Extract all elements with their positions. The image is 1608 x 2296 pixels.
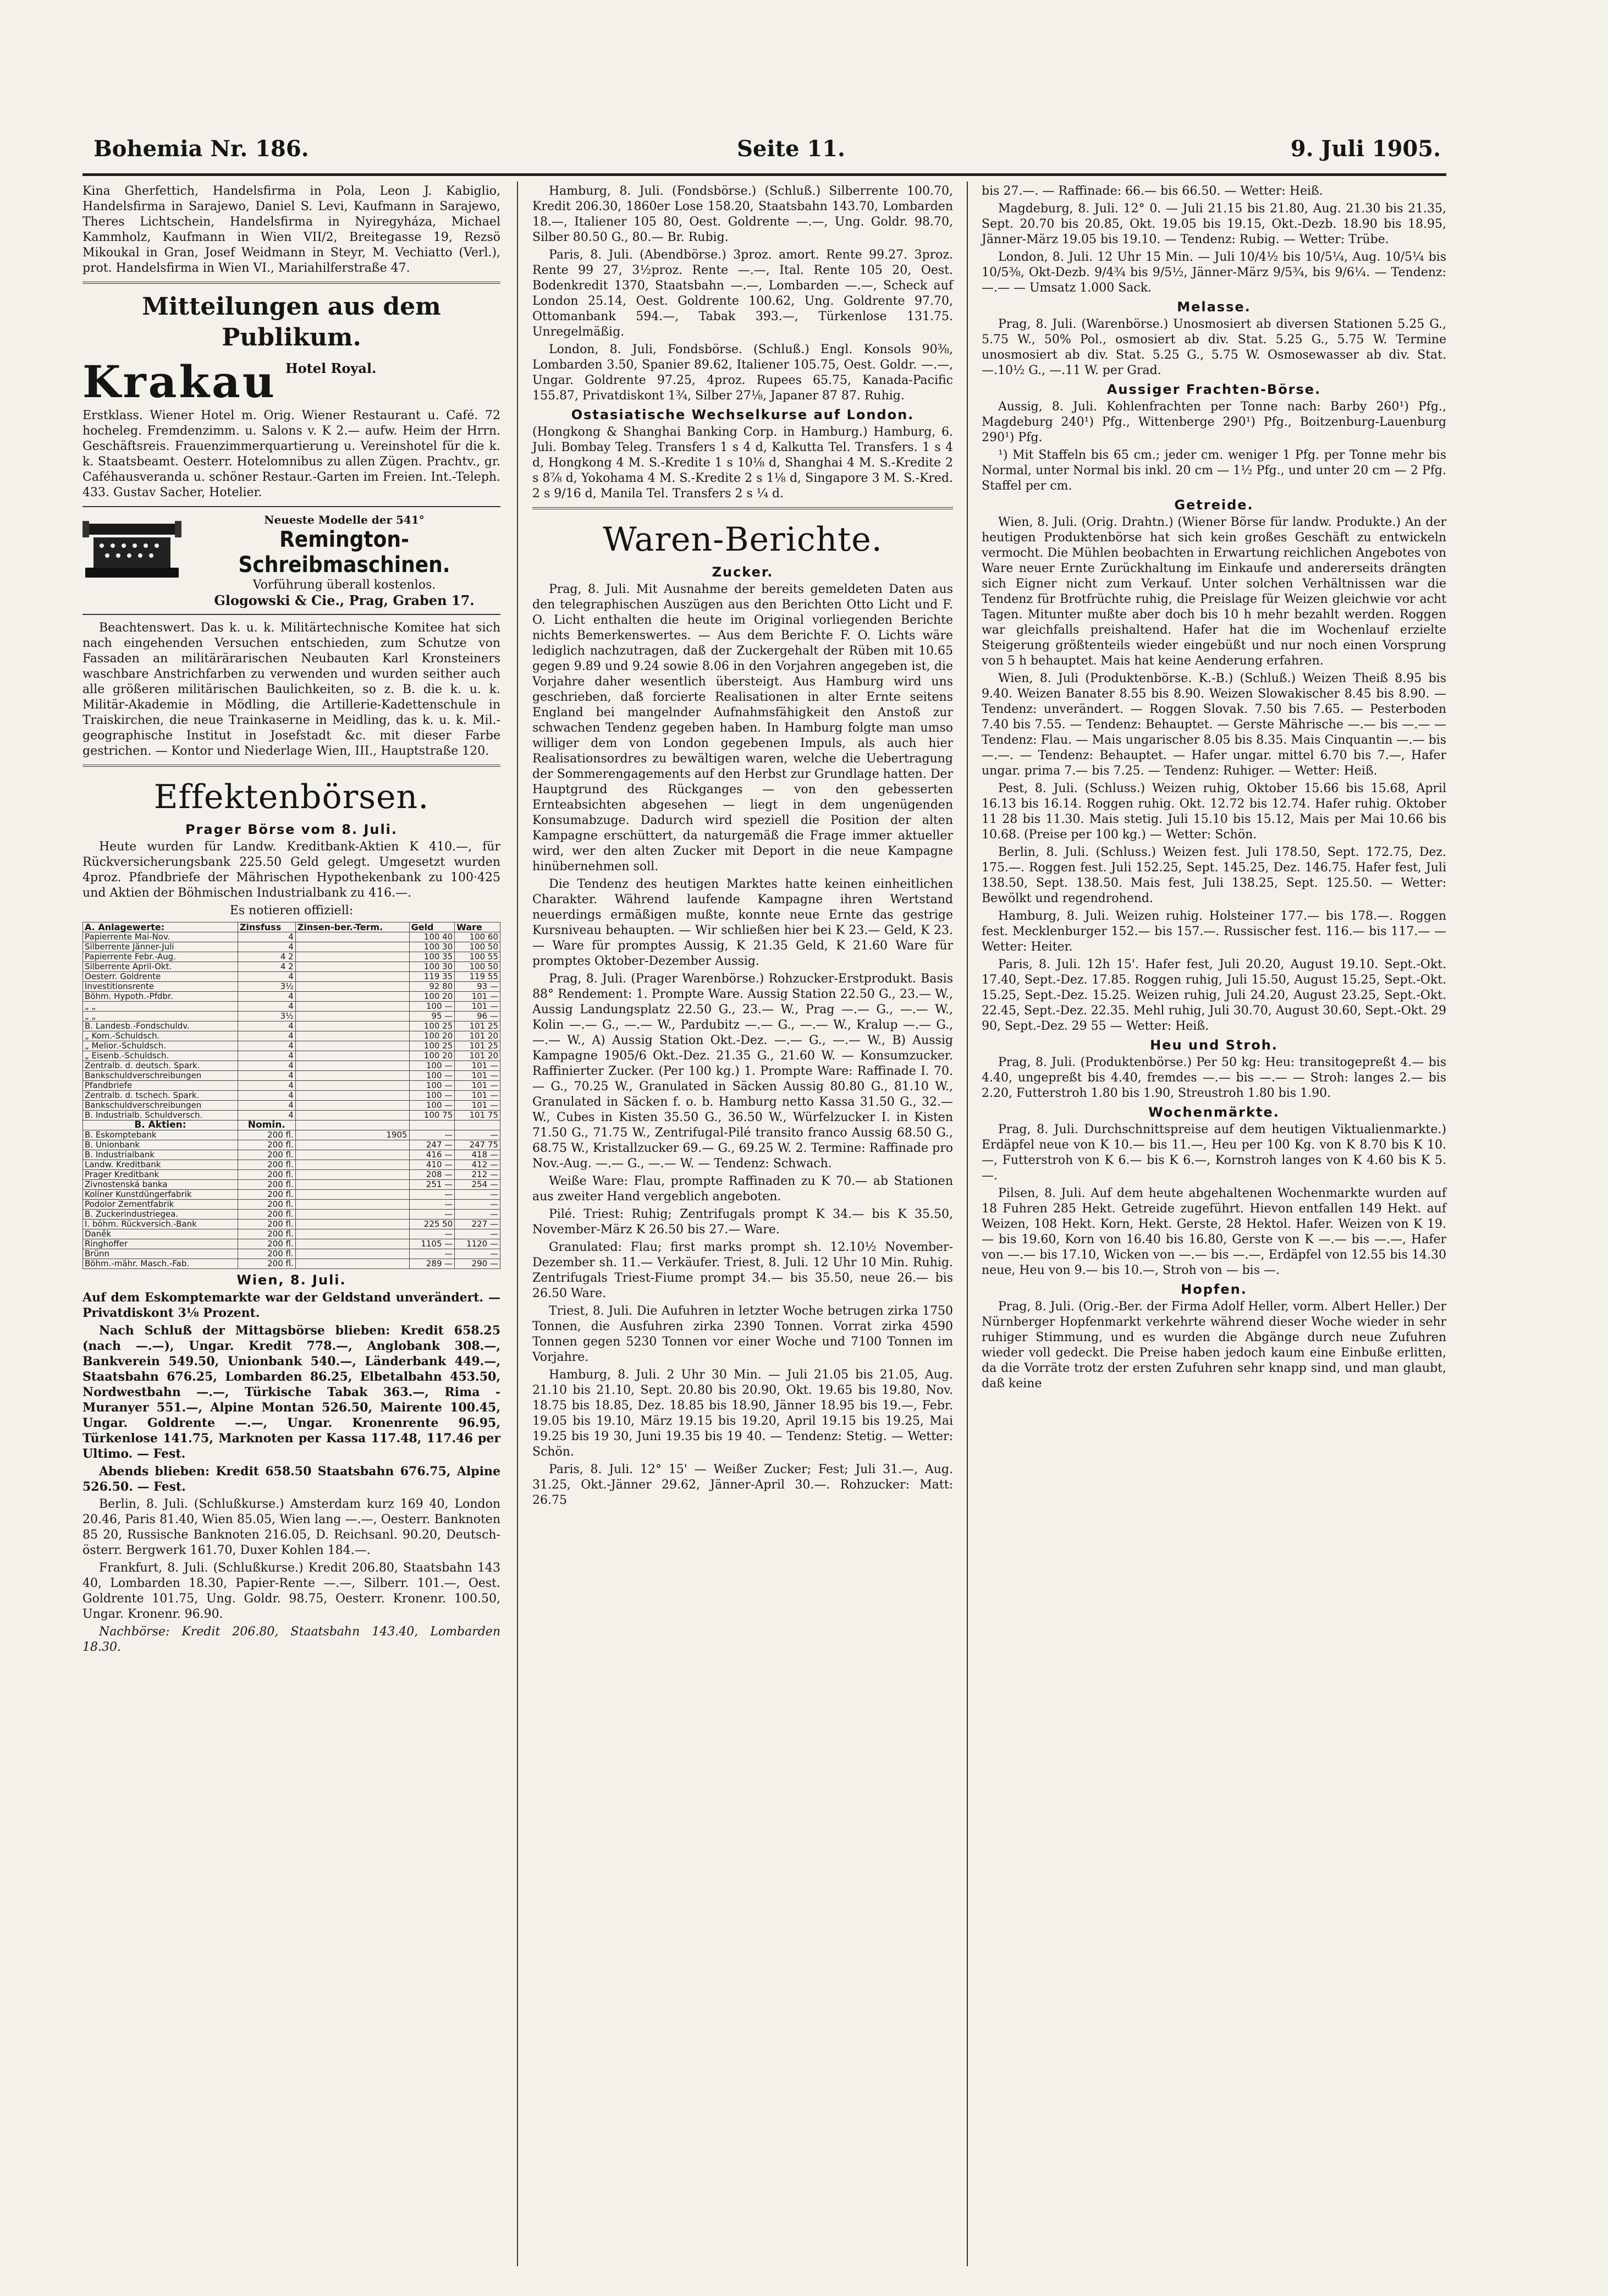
table-cell: 200 fl. xyxy=(238,1130,295,1140)
table-cell: B. Industrialbank xyxy=(83,1150,238,1160)
table-cell xyxy=(295,1012,409,1021)
table-cell: 100 20 xyxy=(409,1051,455,1061)
firm-list: Kina Gherfettich, Handelsfirma in Pola, Leon J. Kabiglio, Handelsfirma in Sarajewo, Daniel S. Levi, Kaufmann in Sarajewo, Theres Lichtschein, Handelsfirma in Nyiregyháza, Michael Kammholz, Kaufmann in Wien VII/2, Breitegasse 19, Rezsö Mikoukal in Gran, Josef Weidmann in Steyr, M. Vechiatto (Verl.), prot. Handelsfirma in Wien VI., Mariahilferstraße 47. xyxy=(82,184,500,275)
table-cell: Böhm. Hypoth.-Pfdbr. xyxy=(83,992,238,1002)
table-cell: 4 xyxy=(238,1081,295,1091)
table-cell: 200 fl. xyxy=(238,1140,295,1150)
divider xyxy=(82,506,500,507)
table-cell: 101 75 xyxy=(455,1111,500,1120)
table-cell: 4 2 xyxy=(238,962,295,972)
granulated-report: Granulated: Flau; first marks prompt sh. 12.10½ November-Dezember sh. 11.— Verkäufer. Triest, 8. Juli. 12 Uhr 10 Min. Ruhig. Zentrifugals Triest-Fiume prompt 34.— bis 35.50, neue 26.— bis 26.50 Ware. xyxy=(532,1240,953,1300)
table-cell: Bankschuldverschreibungen xyxy=(83,1071,238,1081)
table-row xyxy=(83,1220,500,1229)
table-cell: 4 xyxy=(238,942,295,952)
table-cell xyxy=(295,1229,409,1239)
table-cell xyxy=(295,1180,409,1190)
table-row xyxy=(83,1081,500,1091)
table-cell xyxy=(295,942,409,952)
table-cell xyxy=(295,1021,409,1031)
hopfen-report: Prag, 8. Juli. (Orig.-Ber. der Firma Adolf Heller, vorm. Albert Heller.) Der Nürnberger Hopfenmarkt verkehrte während dieser Woche wieder in sehr ruhiger Stimmung, und es wurden die Abgänge durch neue Zufuhren wieder voll gedeckt. Die Preise haben jedoch kaum eine Einbuße erlitten, da die Vorräte trotz der ersten Zufuhren sehr knapp sind, und man glaubt, daß keine xyxy=(982,1300,1446,1391)
table-row xyxy=(83,1051,500,1061)
table-header: Zinsfuss xyxy=(238,922,295,932)
wien-eskompte: Auf dem Eskomptemarkte war der Geldstand unverändert. — Privatdiskont 3⅛ Prozent. xyxy=(82,1290,500,1320)
hopfen-heading: Hopfen. xyxy=(1181,1282,1247,1297)
table-cell: Brünn xyxy=(83,1249,238,1259)
table-cell: — xyxy=(455,1130,500,1140)
table-cell: Zentralb. d. deutsch. Spark. xyxy=(83,1061,238,1071)
table-cell: 100 — xyxy=(409,1002,455,1012)
table-cell: 200 fl. xyxy=(238,1190,295,1200)
table-row xyxy=(83,932,500,942)
aussiger-heading: Aussiger Frachten-Börse. xyxy=(1106,382,1321,397)
table-row xyxy=(83,1101,500,1111)
table-cell: 251 — xyxy=(409,1180,455,1190)
prag-zucker-report: Prag, 8. Juli. Mit Ausnahme der bereits gemeldeten Daten aus den telegraphischen Auszügen aus den Berichten Otto Licht und F. O. Licht enthalten die heute im Original vorliegenden Berichte nichts Bemerkenswertes. — Aus dem Berichte F. O. Lichts wäre lediglich nachzutragen, daß der Zuckergehalt der Rüben mit 10.65 gegen 9.89 und 9.24 sowie 8.06 in den Vorjahren angegeben ist, die Vorjahre daher wesentlich übersteigt. Aus Hamburg wird uns geschrieben, daß forcierte Realisationen in alter Ernte seitens England bei mangelnder Aufnahmsfähigkeit den Anstoß zur schwachen Tendenz gegeben haben. In Hamburg folgte man umso williger dem von London gegebenen Impuls, als auch hier Realisationsordres zu bewältigen waren, welche die Uebertragung der Sommerengagements auf den Herbst zur Grundlage hatten. Der Hauptgrund des Rückganges — von den gebesserten Ernteabsichten abgesehen — liegt in dem ungenügenden Konsumabzuge. Dadurch wird speziell die Position der alten Kampagne erschüttert, da naturgemäß die Frage immer aktueller wird, wer den alten Zucker mit Deport in die neue Kampagne hinübernehmen soll. xyxy=(532,583,953,874)
table-cell: Daněk xyxy=(83,1229,238,1239)
stock-quotes-table xyxy=(82,922,500,1269)
table-row xyxy=(83,1190,500,1200)
pest-getreide: Pest, 8. Juli. (Schluss.) Weizen ruhig, Oktober 15.66 bis 15.68, April 16.13 bis 16.14. Roggen ruhig. Okt. 12.72 bis 12.74. Hafer ruhig. Oktober 11 28 bis 11.30. Mais stetig. Juli 15.10 bis 15.12, Mais per Mai 10.66 bis 10.68. (Preise per 100 kg.) — Wetter: Schön. xyxy=(982,782,1446,842)
hamburg-fondsboerse: Hamburg, 8. Juli. (Fondsbörse.) (Schluß.) Silberrente 100.70, Kredit 206.30, 1860er Lose 158.20, Staatsbahn 143.70, Lombarden 18.—, Italiener 105 80, Oest. Goldrente —.—, Ung. Goldr. 98.70, Silber 80.50 G., 80.— Br. Rubig. xyxy=(532,184,953,244)
table-cell xyxy=(295,952,409,962)
table-cell: „ Eisenb.-Schuldsch. xyxy=(83,1051,238,1061)
table-cell: Papierrente Febr.-Aug. xyxy=(83,952,238,962)
triest-report: Triest, 8. Juli. Die Aufuhren in letzter Woche betrugen zirka 1750 Tonnen, die Ausfuhren zirka 2390 Tonnen. Vorrat zirka 4590 Tonnen gegen 5230 Tonnen vor einer Woche und 7100 Tonnen im Vorjahre. xyxy=(532,1304,953,1364)
table-row xyxy=(83,1130,500,1140)
column-1 xyxy=(82,184,500,1657)
table-row xyxy=(83,952,500,962)
table-cell xyxy=(295,1190,409,1200)
remington-ad xyxy=(82,513,500,608)
notieren-label: Es notieren offiziell: xyxy=(229,904,354,918)
masthead-date: 9. Juli 1905. xyxy=(1290,136,1441,162)
hotel-ad-text: Erstklass. Wiener Hotel m. Orig. Wiener Restaurant u. Café. 72 hocheleg. Fremdenzimm. u. Salons v. K 2.— aufw. Heim der Hrrn. Geschäftsreis. Frauenzimmerquartierung u. Vereinshotel für die k. k. Staatsbeamt. Oesterr. Hotelomnibus zu allen Zügen. Prachtv., gr. Caféhausveranda u. schöner Restaur.-Garten im Freien. Int.-Teleph. 433. Gustav Sacher, Hotelier. xyxy=(82,409,500,499)
table-cell xyxy=(295,932,409,942)
table-cell: Silberrente Jänner-Juli xyxy=(83,942,238,952)
table-row xyxy=(83,1249,500,1259)
hamburg-zucker: Hamburg, 8. Juli. 2 Uhr 30 Min. — Juli 21.05 bis 21.05, Aug. 21.10 bis 21.10, Sept. 20.80 bis 20.90, Okt. 19.65 bis 19.80, Nov. 18.75 bis 18.85, Dez. 18.85 bis 18.90, Jänner 18.95 bis 19.—, Febr. 19.05 bis 19.10, März 19.15 bis 19.20, April 19.15 bis 19.25, Mai 19.25 bis 19 30, Juni 19.35 bis 19 40. — Tendenz: Stetig. — Wetter: Schön. xyxy=(532,1368,953,1459)
table-cell: 100 60 xyxy=(455,932,500,942)
table-cell: 101 20 xyxy=(455,1051,500,1061)
paris-zucker: Paris, 8. Juli. 12° 15' — Weißer Zucker; Fest; Juli 31.—, Aug. 31.25, Okt.-Jänner 29.62, Jänner-April 30.—. Rohzucker: Matt: 26.75 xyxy=(532,1463,953,1507)
table-header: Ware xyxy=(455,922,500,932)
ostasiatische-kurse: (Hongkong & Shanghai Banking Corp. in Hamburg.) Hamburg, 6. Juli. Bombay Teleg. Transfers 1 s 4 d, Kalkutta Tel. Transfers. 1 s 4 d, Hongkong 4 M. S.-Kredite 1 s 10⅛ d, Shanghai 4 M. S.-Kredite 2 s 8⅞ d, Yokohama 4 M. S.-Kredite 2 s 1⅛ d, Singapore 3 M. S.-Kred. 2 s 9/16 d, Manila Tel. Transfers 2 s ¼ d. xyxy=(532,425,953,501)
table-cell: — xyxy=(455,1249,500,1259)
table-cell: 4 xyxy=(238,1051,295,1061)
table-cell: 4 2 xyxy=(238,952,295,962)
pilsen-wochenmarkt: Pilsen, 8. Juli. Auf dem heute abgehaltenen Wochenmarkte wurden auf 18 Fuhren 285 Hekt. Getreide zugeführt. Hievon entfallen 149 Hekt. auf Weizen, 108 Hekt. Korn, Hekt. Gerste, 28 Hektol. Hafer. Weizen von K 19.— bis 19.60, Korn von 16.40 bis 16.80, Gerste von K —.— bis —.—, Hafer von —.— bis 17.10, Wicken von —.— bis —.—, Erdäpfel von 12.55 bis 14.30 neue, Heu von 9.— bis 10.—, Stroh von — bis —. xyxy=(982,1187,1446,1277)
table-cell: 4 xyxy=(238,1041,295,1051)
table-cell: 208 — xyxy=(409,1170,455,1180)
table-cell: 119 55 xyxy=(455,972,500,982)
table-cell: 101 25 xyxy=(455,1041,500,1051)
table-cell: B. Landesb.-Fondschuldv. xyxy=(83,1021,238,1031)
table-cell: 100 20 xyxy=(409,1031,455,1041)
wochenmaerkte-heading: Wochenmärkte. xyxy=(1148,1105,1280,1120)
table-cell: 4 xyxy=(238,1111,295,1120)
table-section-aktien xyxy=(83,1120,500,1130)
hamburg-getreide: Hamburg, 8. Juli. Weizen ruhig. Holsteiner 177.— bis 178.—. Roggen fest. Mecklenburger 152.— bis 157.—. Russischer fest. 116.— bis 117.— — Wetter: Heiter. xyxy=(982,909,1446,954)
table-cell xyxy=(295,1041,409,1051)
table-cell: Pfandbriefe xyxy=(83,1081,238,1091)
table-cell: — xyxy=(409,1130,455,1140)
table-cell xyxy=(295,1239,409,1249)
remington-address: Glogowski & Cie., Prag, Graben 17. xyxy=(214,592,475,608)
table-row xyxy=(83,1160,500,1170)
remington-title: Remington-Schreibmaschinen. xyxy=(238,527,450,578)
table-cell: 100 75 xyxy=(409,1111,455,1120)
table-cell: Investitionsrente xyxy=(83,982,238,992)
table-cell: Papierrente Mai-Nov. xyxy=(83,932,238,942)
table-cell: Zentralb. d. tschech. Spark. xyxy=(83,1091,238,1101)
table-header: Geld xyxy=(409,922,455,932)
table-row xyxy=(83,1061,500,1071)
table-cell: Bankschuldverschreibungen xyxy=(83,1101,238,1111)
table-cell xyxy=(295,1002,409,1012)
divider xyxy=(532,507,953,509)
table-cell: 100 50 xyxy=(455,942,500,952)
table-cell: 200 fl. xyxy=(238,1249,295,1259)
table-row xyxy=(83,1170,500,1180)
table-row xyxy=(83,1200,500,1210)
ostasiatische-heading: Ostasiatische Wechselkurse auf London. xyxy=(571,407,915,422)
table-cell: 4 xyxy=(238,1031,295,1041)
divider xyxy=(82,282,500,284)
table-cell: B. Industrialb. Schuldversch. xyxy=(83,1111,238,1120)
getreide-heading: Getreide. xyxy=(1174,497,1254,513)
table-cell: 95 — xyxy=(409,1012,455,1021)
table-cell: 4 xyxy=(238,932,295,942)
table-cell: 101 — xyxy=(455,1091,500,1101)
table-cell: — xyxy=(409,1190,455,1200)
table-cell: 100 50 xyxy=(455,962,500,972)
table-cell: — xyxy=(455,1200,500,1210)
table-cell: Kolíner Kunstdüngerfabrik xyxy=(83,1190,238,1200)
berlin-kurse: Berlin, 8. Juli. (Schlußkurse.) Amsterdam kurz 169 40, London 20.46, Paris 81.40, Wien 85.05, Wien lang —.—, Oesterr. Banknoten 85 20, Russische Banknoten 216.05, D. Reichsanl. 90.20, Deutsch-österr. Bergwerk 161.70, Duxer Kohlen 184.—. xyxy=(82,1497,500,1557)
hotel-name: Hotel Royal. xyxy=(285,360,377,376)
table-row xyxy=(83,1071,500,1081)
table-cell: 4 xyxy=(238,1091,295,1101)
newspaper-page xyxy=(82,124,1446,2272)
table-cell xyxy=(295,1220,409,1229)
table-cell: 3½ xyxy=(238,982,295,992)
table-row xyxy=(83,1091,500,1101)
table-cell xyxy=(295,1160,409,1170)
table-cell xyxy=(295,982,409,992)
table-cell: — xyxy=(455,1229,500,1239)
table-cell xyxy=(295,972,409,982)
table-cell: 227 — xyxy=(455,1220,500,1229)
table-cell: Oesterr. Goldrente xyxy=(83,972,238,982)
table-cell: 100 — xyxy=(409,1071,455,1081)
heu-heading: Heu und Stroh. xyxy=(1150,1037,1278,1053)
table-cell: 101 20 xyxy=(455,1031,500,1041)
table-cell: 100 40 xyxy=(409,932,455,942)
table-cell: 4 xyxy=(238,1061,295,1071)
zucker-heading: Zucker. xyxy=(712,564,774,580)
table-cell: 100 20 xyxy=(409,992,455,1002)
table-row xyxy=(83,1021,500,1031)
table-header: A. Anlagewerte: xyxy=(83,922,238,932)
table-cell xyxy=(295,1111,409,1120)
table-cell: 200 fl. xyxy=(238,1220,295,1229)
table-cell: „ „ xyxy=(83,1002,238,1012)
table-cell: — xyxy=(409,1229,455,1239)
prag-wochenmarkt: Prag, 8. Juli. Durchschnittspreise auf dem heutigen Viktualienmarkte.) Erdäpfel neue von K 10.— bis 11.—, Heu per 100 Kg. von K 8.70 bis K 10.—, Futterstroh von K 6.— bis K 6.—, Kornstroh langes von K 4.60 bis K 5.—. xyxy=(982,1123,1446,1183)
table-row xyxy=(83,1259,500,1269)
table-cell: „ „ xyxy=(83,1012,238,1021)
paris-abendboerse: Paris, 8. Juli. (Abendbörse.) 3proz. amort. Rente 99.27. 3proz. Rente 99 27, 3½proz. Rente —.—, Ital. Rente 105 20, Oest. Bodenkredit 1370, Staatsbahn —.—, Lombarden —.—, Scheck auf London 25.14, Oest. Goldrente 100.62, Ung. Goldrente 97.70, Ottomanbank 594.—, Tabak 393.—, Türkenlose 131.75. Unregelmäßig. xyxy=(532,248,953,339)
table-cell xyxy=(295,1051,409,1061)
table-cell: 212 — xyxy=(455,1170,500,1180)
table-cell: Böhm.-mähr. Masch.-Fab. xyxy=(83,1259,238,1269)
masthead xyxy=(82,124,1446,176)
table-section-label: B. Aktien: xyxy=(83,1120,238,1130)
table-cell xyxy=(295,1150,409,1160)
table-cell xyxy=(295,1101,409,1111)
table-cell: 100 — xyxy=(409,1091,455,1101)
krakau-word: Krakau xyxy=(82,356,277,408)
table-cell: 416 — xyxy=(409,1150,455,1160)
table-cell xyxy=(295,1091,409,1101)
table-cell: 4 xyxy=(238,1101,295,1111)
remington-models: Neueste Modelle der 541° xyxy=(264,513,425,526)
table-cell: 200 fl. xyxy=(238,1210,295,1220)
table-cell xyxy=(295,1210,409,1220)
table-cell: 101 — xyxy=(455,1101,500,1111)
table-cell: 4 xyxy=(238,1021,295,1031)
table-cell: 247 75 xyxy=(455,1140,500,1150)
prag-rohzucker: Prag, 8. Juli. (Prager Warenbörse.) Rohzucker-Erstprodukt. Basis 88° Rendement: 1. Prompte Ware. Aussig Station 22.50 G., 23.— W., Aussig Landungsplatz 22.50 G., 23.— W., Prag —.— G., —.— W., Kolin —.— G., —.— W., Pardubitz —.— G., —.— W., Kralup —.— G., —.— W., A) Aussig Station Okt.-Dez. —.— G., —.— W., B) Aussig Kampagne 1905/6 Okt.-Dez. 21.35 G., 21.60 W. — Konsumzucker. Raffinierter Zucker. (Per 100 kg.) 1. Prompte Ware: Raffinade I. 70.— G., 70.25 W., Granulated in Säcken Aussig 80.80 G., 81.10 W., Granulated in Säcken f. o. b. Hamburg netto Kassa 31.50 G., 32.— W., Cubes in Kisten 35.50 G., 36.50 W., Würfelzucker I. in Kisten 71.50 G., 71.75 W., Zentrifugal-Pilé transito franco Aussig 68.50 G., 68.75 W., Kristallzucker 69.— G., 69.25 W. 2. Termine: Raffinade pro Nov.-Aug. —.— G., —.— W. — Tendenz: Schwach. xyxy=(532,972,953,1171)
table-cell: — xyxy=(409,1200,455,1210)
berlin-getreide: Berlin, 8. Juli. (Schluss.) Weizen fest. Juli 178.50, Sept. 172.75, Dez. 175.—. Roggen fest. Juli 152.25, Sept. 145.25, Dez. 146.75. Hafer fest, Juli 138.50, Sept. 138.50. Mais fest, Juli 138.25, Sept. 125.50. — Wetter: Bewölkt und regendrohend. xyxy=(982,845,1446,905)
table-cell: 101 25 xyxy=(455,1021,500,1031)
table-row xyxy=(83,972,500,982)
table-cell xyxy=(295,1200,409,1210)
table-row xyxy=(83,1111,500,1120)
table-cell: 100 25 xyxy=(409,1021,455,1031)
masthead-issue: Bohemia Nr. 186. xyxy=(93,136,309,162)
table-cell xyxy=(295,1170,409,1180)
table-cell: 200 fl. xyxy=(238,1239,295,1249)
wien-abends: Abends blieben: Kredit 658.50 Staatsbahn 676.75, Alpine 526.50. — Fest. xyxy=(82,1464,500,1494)
table-cell: 93 — xyxy=(455,982,500,992)
table-cell xyxy=(295,1140,409,1150)
table-row xyxy=(83,1002,500,1012)
table-cell: Podolor Zementfabrik xyxy=(83,1200,238,1210)
table-row xyxy=(83,962,500,972)
wien-nach-schluss: Nach Schluß der Mittagsbörse blieben: Kredit 658.25 (nach —.—), Ungar. Kredit 778.—, Anglobank 308.—, Bankverein 549.50, Unionbank 540.—, Länderbank 449.—, Staatsbahn 676.25, Lombarden 86.25, Elbetalbahn 453.50, Nordwestbahn —.—, Türkische Tabak 363.—, Rima - Muranyer 551.—, Alpine Montan 526.50, Mairente 100.45, Ungar. Goldrente —.—, Ungar. Kronenrente 96.95, Türkenlose 141.75, Marknoten per Kassa 117.48, 117.46 per Ultimo. — Fest. xyxy=(82,1323,500,1461)
table-cell: 100 30 xyxy=(409,962,455,972)
divider xyxy=(82,765,500,767)
aussig-frachten: Aussig, 8. Juli. Kohlenfrachten per Tonne nach: Barby 260¹) Pfg., Magdeburg 240¹) Pfg., Wittenberge 290¹) Pfg., Boitzenburg-Lauenburg 290¹) Pfg. xyxy=(982,400,1446,444)
table-row xyxy=(83,992,500,1002)
magdeburg-zucker: Magdeburg, 8. Juli. 12° 0. — Juli 21.15 bis 21.80, Aug. 21.30 bis 21.35, Sept. 20.70 bis 20.85, Okt. 19.05 bis 19.15, Okt.-Dezb. 18.90 bis 18.95, Jänner-März 19.05 bis 19.10. — Tendenz: Rubig. — Wetter: Trübe. xyxy=(982,202,1446,246)
table-cell xyxy=(295,1031,409,1041)
beachtenswert-notice: Beachtenswert. Das k. u. k. Militärtechnische Komitee hat sich nach eingehenden Versuchen entschieden, zum Schutze von Fassaden an militärärarischen Neubauten Karl Kronsteiners waschbare Anstrichfarben zu verwenden und wurden seither auch alle größeren militärischen Baulichkeiten, so z. B. die k. u. k. Militär-Akademie in Mödling, die Artillerie-Kadettenschule in Traiskirchen, die neue Trainkaserne in Meidling, das k. u. k. Mil.-geographische Institut in Josefstadt &c. mit dieser Farbe gestrichen. — Kontor und Niederlage Wien, III., Hauptstraße 120. xyxy=(82,621,500,758)
table-cell xyxy=(295,1081,409,1091)
table-cell: Zivnostenská banka xyxy=(83,1180,238,1190)
masthead-page-number: Seite 11. xyxy=(737,136,845,162)
column-2 xyxy=(532,184,953,1510)
effekten-heading: Effektenbörsen. xyxy=(153,778,429,816)
table-cell: 200 fl. xyxy=(238,1170,295,1180)
paris-getreide: Paris, 8. Juli. 12h 15'. Hafer fest, Juli 20.20, August 19.10. Sept.-Okt. 17.40, Sept.-Dez. 17.85. Roggen ruhig, Juli 15.50, August 15.25, Sept.-Okt. 15.25, Sept.-Dez. 15.25. Weizen ruhig, Juli 24.20, August 23.25, Sept.-Okt. 22.45, Sept.-Dez. 22.35. Mehl ruhig, Juli 30.70, August 30.60, Sept.-Okt. 29 90, Sept.-Dez. 29 55 — Wetter: Heiß. xyxy=(982,958,1446,1033)
table-cell: 225 50 xyxy=(409,1220,455,1229)
column-rule xyxy=(967,182,968,2266)
table-header: Zinsen-ber.-Term. xyxy=(295,922,409,932)
table-cell: Prager Kreditbank xyxy=(83,1170,238,1180)
table-cell: 4 xyxy=(238,972,295,982)
table-cell: 4 xyxy=(238,1002,295,1012)
table-cell: 200 fl. xyxy=(238,1160,295,1170)
table-cell xyxy=(295,962,409,972)
table-cell: 100 30 xyxy=(409,942,455,952)
table-cell: — xyxy=(409,1249,455,1259)
heu-report: Prag, 8. Juli. (Produktenbörse.) Per 50 kg: Heu: transitogepreßt 4.— bis 4.40, ungepreßt bis 4.40, fremdes —.— bis —.— — Stroh: langes 2.— bis 2.20, Futterstroh 1.80 bis 1.90, Streustroh 1.80 bis 1.90. xyxy=(982,1056,1446,1100)
aussig-footnote: ¹) Mit Staffeln bis 65 cm.; jeder cm. weniger 1 Pfg. per Tonne mehr bis Normal, unter Normal bis inkl. 20 cm — 1½ Pfg., und unter 20 cm — 2 Pfg. Staffel per cm. xyxy=(982,448,1446,493)
mitteilungen-heading: Mitteilungen aus dem Publikum. xyxy=(142,293,441,351)
table-cell: B. Zuckerindustriegea. xyxy=(83,1210,238,1220)
zucker-tendenz: Die Tendenz des heutigen Marktes hatte keinen einheitlichen Charakter. Während laufende Kampagne ihren Wertstand neuerdings ermäßigen mußte, konnte neue Ernte das gestrige Kursniveau behaupten. — Wir schließen hier bei K 23.— Geld, K 23.— Ware für promptes Aussig, K 21.35 Geld, K 21.60 Ware für promptes Oktober-Dezember Aussig. xyxy=(532,877,953,968)
table-cell: 101 — xyxy=(455,1061,500,1071)
table-cell: I. böhm. Rückversich.-Bank xyxy=(83,1220,238,1229)
table-cell: 101 — xyxy=(455,1081,500,1091)
table-cell: 4 xyxy=(238,992,295,1002)
table-cell: — xyxy=(455,1190,500,1200)
table-cell: 100 — xyxy=(409,1101,455,1111)
table-cell: Landw. Kreditbank xyxy=(83,1160,238,1170)
table-cell: 1905 xyxy=(295,1130,409,1140)
table-row xyxy=(83,1031,500,1041)
table-cell: 200 fl. xyxy=(238,1259,295,1269)
table-cell: 200 fl. xyxy=(238,1150,295,1160)
table-cell: 101 — xyxy=(455,992,500,1002)
typewriter-icon xyxy=(82,513,181,584)
melasse-report: Prag, 8. Juli. (Warenbörse.) Unosmosiert ab diversen Stationen 5.25 G., 5.75 W., 50% Pol., osmosiert ab div. Stat. 5.25 G., 5.75 W. Termine unosmosiert ab div. Stat. 5.25 G., 5.75 W. Osmosewasser ab div. Stat. —.10½ G., —.11 W. per Grad. xyxy=(982,317,1446,377)
table-row xyxy=(83,1229,500,1239)
prager-boerse-heading: Prager Börse vom 8. Juli. xyxy=(185,822,398,837)
table-cell: 92 80 xyxy=(409,982,455,992)
table-cell xyxy=(295,1071,409,1081)
table-cell: 254 — xyxy=(455,1180,500,1190)
table-cell: 289 — xyxy=(409,1259,455,1269)
table-body-anlagewerte xyxy=(83,932,500,1120)
table-cell: 412 — xyxy=(455,1160,500,1170)
table-cell: 418 — xyxy=(455,1150,500,1160)
hotel-royal-ad xyxy=(82,356,500,408)
table-cell: 1105 — xyxy=(409,1239,455,1249)
table-row xyxy=(83,1239,500,1249)
table-cell: 100 — xyxy=(409,1061,455,1071)
remington-sub: Vorführung überall kostenlos. xyxy=(252,578,436,592)
table-body-aktien xyxy=(83,1130,500,1269)
divider xyxy=(82,614,500,615)
table-cell: 410 — xyxy=(409,1160,455,1170)
table-cell: 101 — xyxy=(455,1002,500,1012)
wien-produktenboerse: Wien, 8. Juli (Produktenbörse. K.-B.) (Schluß.) Weizen Theiß 8.95 bis 9.40. Weizen Banater 8.55 bis 8.90. Weizen Slowakischer 8.45 bis 8.90. — Tendenz: unverändert. — Roggen Slovak. 7.50 bis 7.65. — Pesterboden 7.40 bis 7.55. — Tendenz: Behauptet. — Gerste Mährische —.— bis —.— — Tendenz: Flau. — Mais ungarischer 8.05 bis 8.35. Mais Cinquantin —.— bis —.—. — Tendenz: Behauptet. — Hafer ungar. mittel 6.70 bis 7.—, Hafer ungar. prima 7.— bis 7.25. — Tendenz: Ruhiger. — Wetter: Heiß. xyxy=(982,672,1446,778)
table-cell: 200 fl. xyxy=(238,1229,295,1239)
table-row xyxy=(83,1012,500,1021)
table-cell: Ringhoffer xyxy=(83,1239,238,1249)
table-row xyxy=(83,982,500,992)
column-rule xyxy=(517,182,518,2266)
paris-zucker-cont: bis 27.—. — Raffinade: 66.— bis 66.50. — Wetter: Heiß. xyxy=(982,184,1323,198)
table-cell xyxy=(295,1249,409,1259)
table-cell: 3½ xyxy=(238,1012,295,1021)
melasse-heading: Melasse. xyxy=(1177,299,1251,315)
table-row xyxy=(83,942,500,952)
table-cell xyxy=(295,1061,409,1071)
table-cell: 200 fl. xyxy=(238,1180,295,1190)
columns xyxy=(82,176,1446,2272)
column-3 xyxy=(982,184,1446,1394)
table-row xyxy=(83,1210,500,1220)
table-row xyxy=(83,1180,500,1190)
table-cell: „ Melior.-Schuldsch. xyxy=(83,1041,238,1051)
table-cell: Silberrente April-Okt. xyxy=(83,962,238,972)
prager-boerse-text: Heute wurden für Landw. Kreditbank-Aktien K 410.—, für Rückversicherungsbank 225.50 Geld gelegt. Umgesetzt wurden 4proz. Pfandbriefe der Mährischen Hypothekenbank zu 100·425 und Aktien der Böhmischen Industrialbank zu 416.—. xyxy=(82,840,500,900)
wien-heading: Wien, 8. Juli. xyxy=(236,1272,346,1288)
table-cell: B. Eskomptebank xyxy=(83,1130,238,1140)
table-cell: 96 — xyxy=(455,1012,500,1021)
table-cell: 119 35 xyxy=(409,972,455,982)
waren-heading: Waren-Berichte. xyxy=(603,520,883,559)
table-cell: 1120 — xyxy=(455,1239,500,1249)
table-cell xyxy=(295,1259,409,1269)
table-cell xyxy=(295,992,409,1002)
table-cell: — xyxy=(409,1210,455,1220)
table-cell: 100 35 xyxy=(409,952,455,962)
pile-report: Pilé. Triest: Ruhig; Zentrifugals prompt K 34.— bis K 35.50, November-März K 26.50 bis 27.— Ware. xyxy=(532,1207,953,1237)
table-cell: 100 55 xyxy=(455,952,500,962)
table-cell: B. Unionbank xyxy=(83,1140,238,1150)
table-cell: 290 — xyxy=(455,1259,500,1269)
table-cell: 100 — xyxy=(409,1081,455,1091)
table-cell: 4 xyxy=(238,1071,295,1081)
frankfurt-kurse: Frankfurt, 8. Juli. (Schlußkurse.) Kredit 206.80, Staatsbahn 143 40, Lombarden 18.30, Papier-Rente —.—, Silberr. 101.—, Oest. Goldrente 101.75, Ung. Goldr. 98.75, Oesterr. Kronenr. 100.50, Ungar. Kronenr. 96.90. xyxy=(82,1561,500,1621)
table-cell: 200 fl. xyxy=(238,1200,295,1210)
london-zucker: London, 8. Juli. 12 Uhr 15 Min. — Juli 10/4½ bis 10/5¼, Aug. 10/5¼ bis 10/5⅜, Okt-Dezb. 9/4¾ bis 9/5½, Jänner-März 9/5¾, bis 9/6¼. — Tendenz: —.— — Umsatz 1.000 Sack. xyxy=(982,250,1446,295)
table-row xyxy=(83,1140,500,1150)
table-cell: 101 — xyxy=(455,1071,500,1081)
table-cell: 100 25 xyxy=(409,1041,455,1051)
table-row xyxy=(83,1041,500,1051)
table-cell: — xyxy=(455,1210,500,1220)
frankfurt-nachboerse: Nachbörse: Kredit 206.80, Staatsbahn 143.40, Lombarden 18.30. xyxy=(82,1625,500,1654)
wien-getreide: Wien, 8. Juli. (Orig. Drahtn.) (Wiener Börse für landw. Produkte.) An der heutigen Produktenbörse hat sich kein großes Geschäft zu entwickeln vermocht. Die Mühlen beobachten in Erwartung reichlichen Angebotes von Ware neuer Ernte Zurückhaltung im Einkaufe und andererseits drängten sich Eigner nicht zum Verkauf. Unter solchen Verhältnissen war die Tendenz für Brotfrüchte ruhig, die Preislage für Weizen gleichwie vor acht Tagen. Mitunter mußte aber doch bis 10 h mehr bezahlt werden. Roggen war gleichfalls preishaltend. Hafer hat die im Wochenlauf erzielte Steigerung größtenteils wieder eingebüßt und nur noch einen Vorsprung von 5 h behauptet. Mais hat keine Aenderung erfahren. xyxy=(982,515,1446,668)
london-fondsboerse: London, 8. Juli, Fondsbörse. (Schluß.) Engl. Konsols 90⅜, Lombarden 3.50, Spanier 89.62, Italiener 105.75, Oest. Goldr. —.—, Ungar. Goldrente 97.25, 4proz. Rupees 65.75, Kanada-Pacific 155.87, Privatdiskont 1¾, Silber 27⅛, Japaner 87 87. Ruhig. xyxy=(532,343,953,403)
table-row xyxy=(83,1150,500,1160)
table-cell: 247 — xyxy=(409,1140,455,1150)
table-section-label: Nomin. xyxy=(238,1120,295,1130)
weisse-ware: Weiße Ware: Flau, prompte Raffinaden zu K 70.— ab Stationen aus zweiter Hand vergeblich angeboten. xyxy=(532,1174,953,1204)
table-cell: „ Kom.-Schuldsch. xyxy=(83,1031,238,1041)
